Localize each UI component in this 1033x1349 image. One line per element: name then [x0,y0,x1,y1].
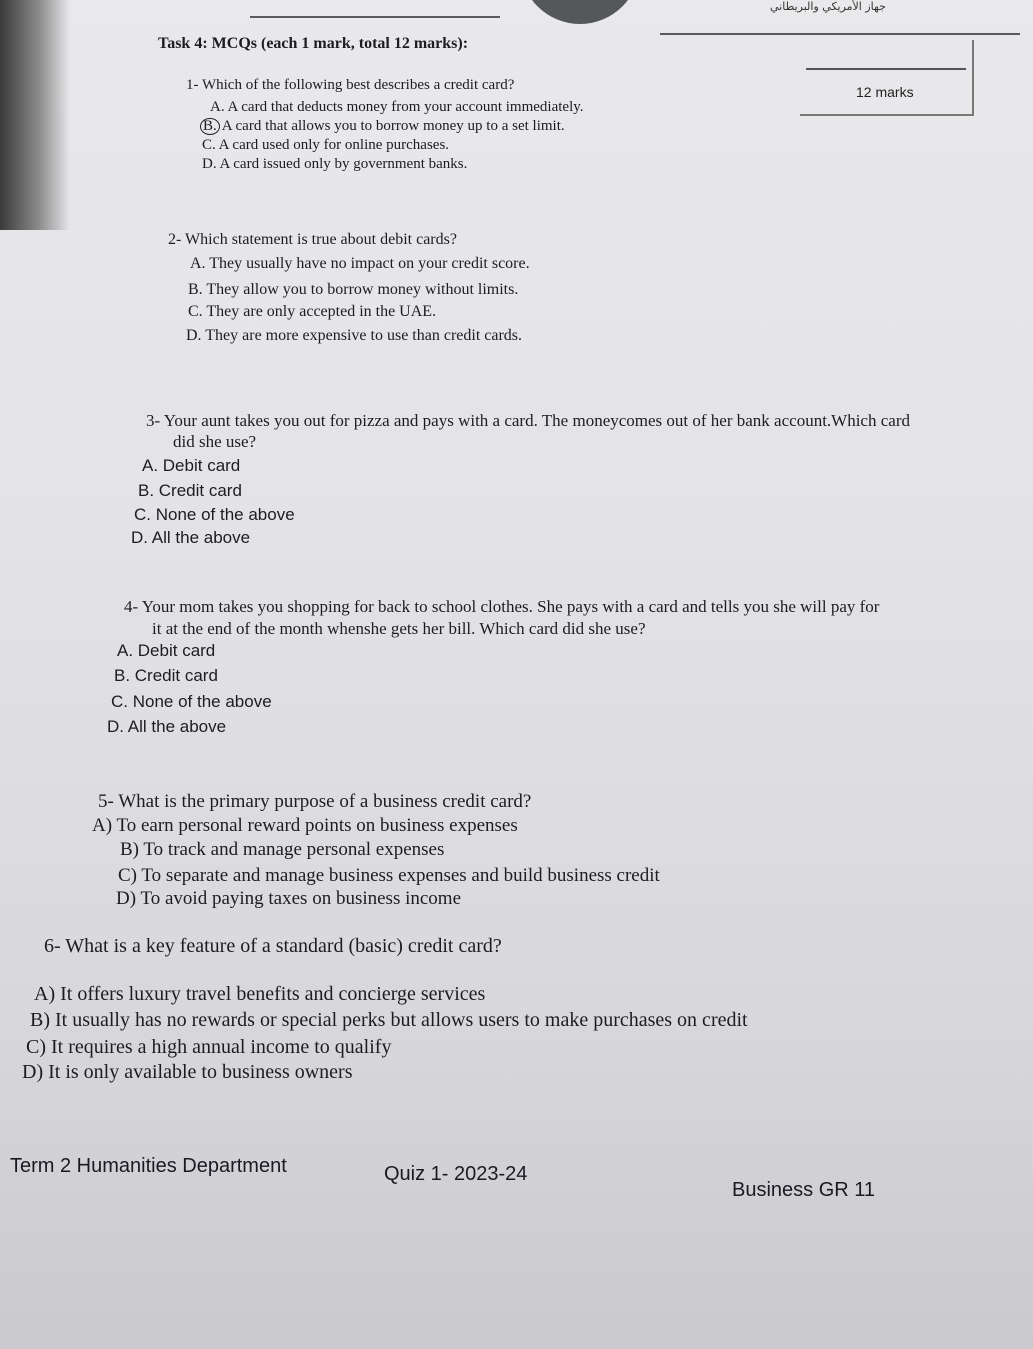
question-4-option-a: A. Debit card [117,641,216,660]
question-1-stem: 1- Which of the following best describes a credit card? [186,77,515,93]
question-4-option-d: D. All the above [107,717,227,736]
question-2-stem: 2- Which statement is true about debit cards? [168,231,457,248]
question-6-option-c: C) It requires a high annual income to qualify [26,1036,392,1058]
answer-circle: B. [200,118,220,135]
question-3-option-b: B. Credit card [138,481,242,500]
footer-quiz: Quiz 1- 2023-24 [384,1163,528,1185]
question-4-stem-continued: it at the end of the month whenshe gets her bill. Which card did she use? [152,619,646,638]
question-5-stem: 5- What is the primary purpose of a business credit card? [98,791,532,812]
question-3-option-a: A. Debit card [142,456,241,475]
footer-course: Business GR 11 [732,1179,876,1201]
question-1-option-b [200,118,565,135]
question-6-option-b: B) It usually has no rewards or special perks but allows users to make purchases on credit [30,1009,748,1031]
question-5-option-d: D) To avoid paying taxes on business income [116,888,462,909]
question-2-option-a: A. They usually have no impact on your credit score. [190,255,530,272]
question-6-option-d: D) It is only available to business owners [22,1061,353,1083]
task-title: Task 4: MCQs (each 1 mark, total 12 marks): [158,35,469,52]
question-1-option-c: C. A card used only for online purchases. [202,137,450,153]
question-1-option-d: D. A card issued only by government banks. [202,156,468,172]
arabic-header-text: جهاز الأمريكي والبريطاني [770,0,886,13]
question-4-option-c: C. None of the above [111,692,272,711]
question-3-option-c: C. None of the above [134,505,295,524]
marks-label: 12 marks [856,84,914,100]
question-2-option-b: B. They allow you to borrow money without limits. [188,281,519,298]
question-2-option-d: D. They are more expensive to use than credit cards. [186,327,523,344]
question-1-option-b-text: A card that allows you to borrow money up to a set limit. [221,118,565,134]
question-5-option-b: B) To track and manage personal expenses [120,839,445,860]
question-6-option-a: A) It offers luxury travel benefits and concierge services [34,983,486,1005]
question-5-option-a: A) To earn personal reward points on business expenses [92,815,518,836]
question-4-stem: 4- Your mom takes you shopping for back to school clothes. She pays with a card and tells you she will pay for [124,597,880,616]
question-2-option-c: C. They are only accepted in the UAE. [188,303,437,320]
question-4-option-b: B. Credit card [114,666,218,685]
footer-department: Term 2 Humanities Department [10,1155,287,1177]
question-5-option-c: C) To separate and manage business expenses and build business credit [118,865,660,886]
question-3-option-d: D. All the above [131,528,251,547]
question-6-stem: 6- What is a key feature of a standard (basic) credit card? [44,935,502,957]
question-3-stem-continued: did she use? [173,432,257,451]
question-1-option-a: A. A card that deducts money from your account immediately. [210,99,584,115]
question-3-stem: 3- Your aunt takes you out for pizza and pays with a card. The moneycomes out of her bank account.Which card [146,411,910,430]
